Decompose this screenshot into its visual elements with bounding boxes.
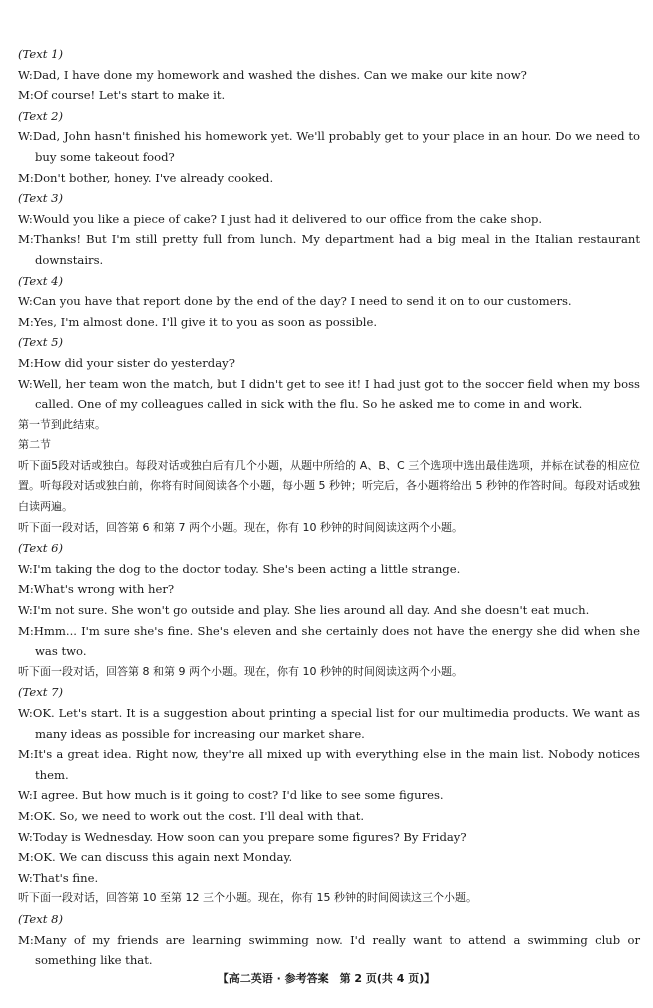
dialogue-text: Dad, I have done my homework and washed the dishes. Can we make our kite now?	[32, 67, 527, 82]
dialogue-text: Thanks! But I'm still pretty full from lunch. My department had a big meal in the Italian restaurant downstairs.	[33, 232, 640, 267]
speaker-tag: M:	[18, 355, 34, 370]
dialogue-text: Would you like a piece of cake? I just had it delivered to our office from the cake shop.	[32, 211, 543, 226]
speaker-tag: W:	[18, 129, 33, 144]
dialogue-text: Today is Wednesday. How soon can you prepare some figures? By Friday?	[32, 829, 467, 844]
text-label: (Text 7)	[18, 685, 63, 700]
speaker-tag: M:	[18, 88, 34, 103]
dialogue-text: Don't bother, honey. I've already cooked.	[33, 170, 274, 185]
dialogue-text: Can you have that report done by the end of the day? I need to send it on to our customers.	[32, 294, 572, 309]
speaker-tag: W:	[18, 376, 33, 391]
dialogue-turn	[18, 827, 640, 848]
speaker-tag: W:	[18, 829, 33, 844]
dialogue-text: Of course! Let's start to make it.	[33, 88, 226, 103]
speaker-tag: W:	[18, 788, 33, 803]
speaker-tag: M:	[18, 623, 34, 638]
dialogue-text: I agree. But how much is it going to cost? I'd like to see some figures.	[32, 788, 444, 803]
dialogue-turn	[18, 312, 640, 333]
instruction-paragraph: 听下面5段对话或独白。每段对话或独白后有几个小题，从题中所给的 A、B、C 三个选项中选出最佳选项，并标在试卷的相应位置。听每段对话或独白前，你将有时间阅读各个小题，每小题 5 秒钟；听完后，各小题将给出 5 秒钟的作答时间。每段对话或独白读两遍。	[18, 458, 640, 514]
dialogue-turn	[18, 209, 640, 230]
dialogue-text: Many of my friends are learning swimming now. I'd really want to attend a swimming club or something like that.	[33, 932, 640, 968]
text-label: (Text 8)	[18, 911, 63, 926]
dialogue-text: I'm not sure. She won't go outside and play. She lies around all day. And she doesn't eat much.	[32, 603, 590, 618]
dialogue-text: How did your sister do yesterday?	[33, 355, 235, 370]
instruction-line: 听下面一段对话，回答第 10 至第 12 三个小题。现在，你有 15 秒钟的时间阅读这三个小题。	[18, 891, 477, 905]
dialogue-text: I'm taking the dog to the doctor today. She's been acting a little strange.	[32, 561, 461, 576]
speaker-tag: W:	[18, 294, 33, 309]
text-label: (Text 2)	[18, 108, 63, 123]
speaker-tag: W:	[18, 603, 33, 618]
dialogue-turn	[18, 868, 640, 889]
dialogue-text: OK. Let's start. It is a suggestion about printing a special list for our multimedia products. We want as many ideas as possible for increasing our market share.	[32, 706, 640, 741]
dialogue-text: OK. So, we need to work out the cost. I'll deal with that.	[33, 808, 365, 823]
speaker-tag: M:	[18, 850, 34, 865]
dialogue-turn	[18, 559, 640, 580]
speaker-tag: W:	[18, 67, 33, 82]
speaker-tag: M:	[18, 170, 34, 185]
speaker-tag: M:	[18, 314, 34, 329]
dialogue-text: OK. We can discuss this again next Monday.	[33, 850, 293, 865]
speaker-tag: M:	[18, 582, 34, 597]
dialogue-text: Hmm... I'm sure she's fine. She's eleven and she certainly does not have the energy she did when she was two.	[33, 623, 640, 659]
dialogue-turn	[18, 579, 640, 600]
speaker-tag: W:	[18, 561, 33, 576]
dialogue-turn	[18, 847, 640, 868]
dialogue-turn	[18, 353, 640, 374]
text-label: (Text 6)	[18, 541, 63, 556]
dialogue-turn	[18, 703, 640, 744]
dialogue-turn	[18, 744, 640, 785]
instruction-line: 第二节	[18, 438, 51, 452]
dialogue-turn	[18, 621, 640, 662]
instruction-line: 第一节到此结束。	[18, 417, 106, 431]
speaker-tag: M:	[18, 808, 34, 823]
dialogue-text: Yes, I'm almost done. I'll give it to you as soon as possible.	[33, 314, 378, 329]
speaker-tag: M:	[18, 232, 34, 247]
speaker-tag: W:	[18, 706, 33, 720]
text-label: (Text 5)	[18, 335, 63, 350]
dialogue-turn	[18, 168, 640, 189]
dialogue-turn	[18, 229, 640, 270]
speaker-tag: M:	[18, 747, 34, 762]
dialogue-turn	[18, 930, 640, 971]
dialogue-turn	[18, 806, 640, 827]
document-body	[18, 44, 640, 971]
dialogue-turn	[18, 785, 640, 806]
text-label: (Text 1)	[18, 47, 63, 61]
speaker-tag: M:	[18, 932, 34, 947]
dialogue-turn	[18, 126, 640, 167]
text-label: (Text 4)	[18, 273, 63, 288]
instruction-line: 听下面一段对话，回答第 6 和第 7 两个小题。现在，你有 10 秒钟的时间阅读这两个小题。	[18, 520, 463, 534]
dialogue-text: Well, her team won the match, but I didn't get to see it! I had just got to the soccer field when my boss called. One of my colleagues called in sick with the flu. So he asked me to come in and work.	[32, 376, 640, 412]
speaker-tag: W:	[18, 870, 33, 885]
dialogue-text: Dad, John hasn't finished his homework yet. We'll probably get to your place in an hour. Do we need to buy some takeout food?	[32, 129, 640, 164]
dialogue-turn	[18, 65, 640, 86]
page-footer: 【高二英语 · 参考答案 第 2 页(共 4 页)】	[217, 972, 436, 985]
dialogue-text: It's a great idea. Right now, they're all mixed up with everything else in the main list. Nobody notices them.	[33, 747, 640, 782]
dialogue-turn	[18, 600, 640, 621]
dialogue-turn	[18, 291, 640, 312]
dialogue-text: What's wrong with her?	[33, 582, 175, 597]
speaker-tag: W:	[18, 211, 33, 226]
text-label: (Text 3)	[18, 191, 63, 206]
instruction-line: 听下面一段对话，回答第 8 和第 9 两个小题。现在，你有 10 秒钟的时间阅读这两个小题。	[18, 664, 463, 678]
dialogue-turn	[18, 85, 640, 106]
dialogue-text: That's fine.	[32, 870, 99, 885]
dialogue-turn	[18, 374, 640, 415]
